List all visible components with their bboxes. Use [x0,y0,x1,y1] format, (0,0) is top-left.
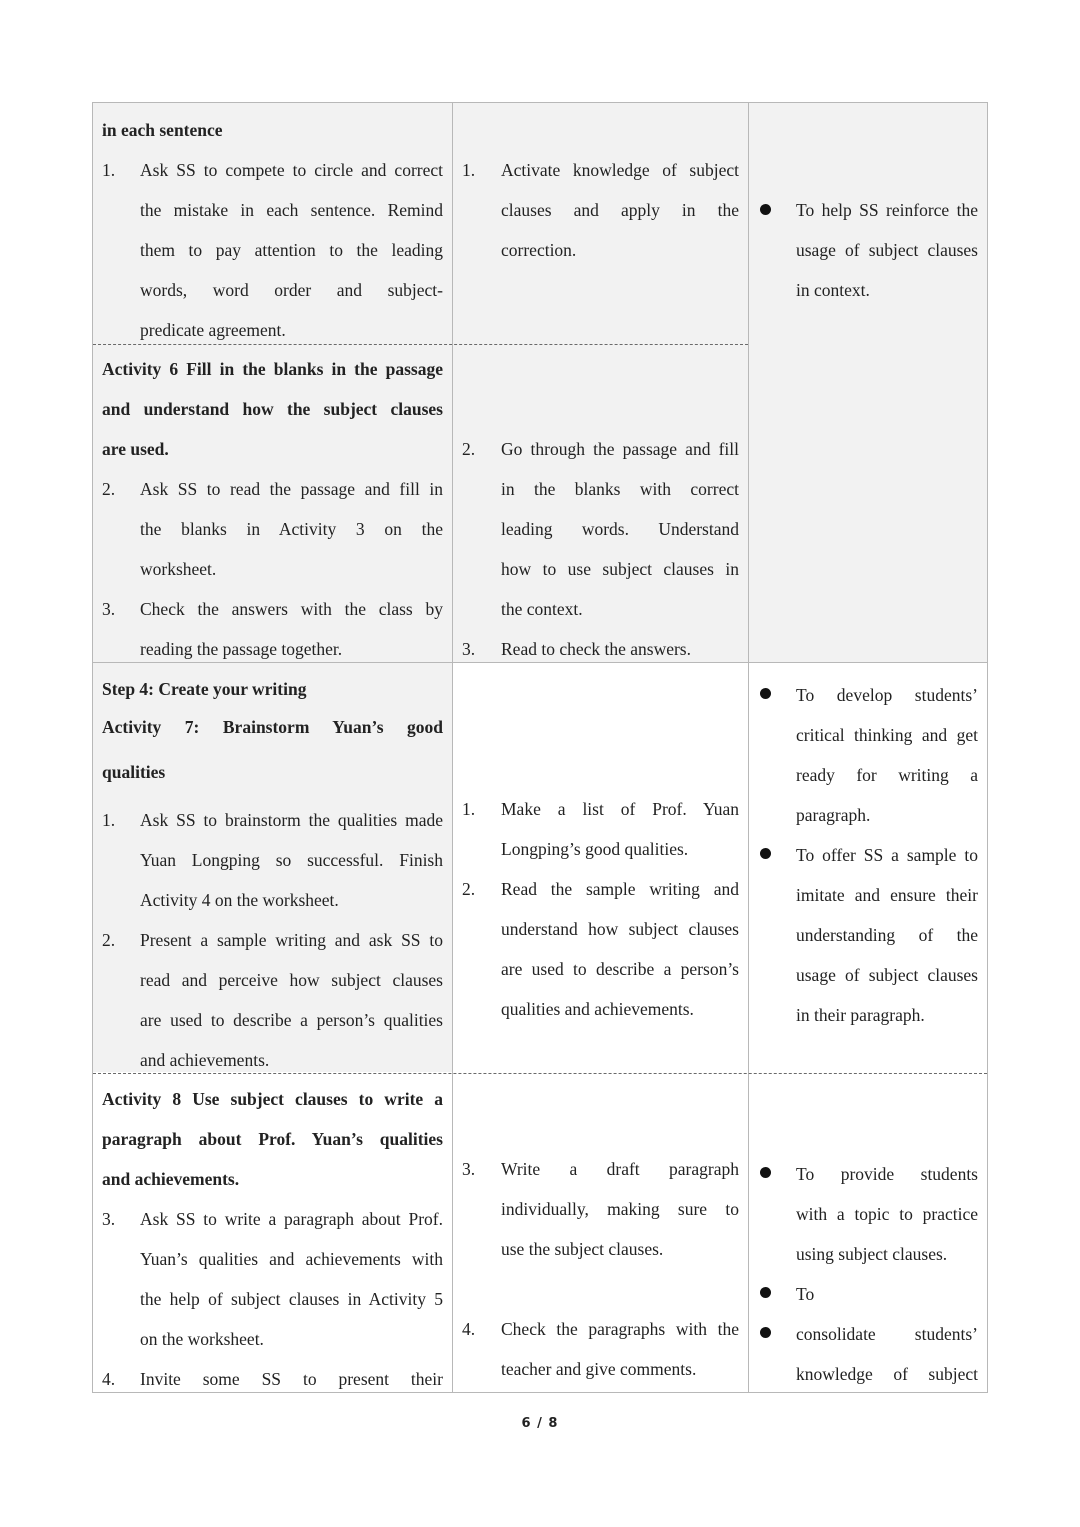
text-line: how to use subject clauses in [501,559,739,579]
text-line: in context. [796,280,870,300]
text-line: in the blanks with correct [501,479,739,499]
activity-heading: and achievements. [102,1169,240,1189]
procedure-heading: in each sentence [102,120,223,140]
text-line: Make a list of Prof. Yuan [501,799,739,819]
text-line: Write a draft paragraph [501,1159,739,1179]
text-line: To [796,1284,815,1304]
activity-heading: Activity 6 Fill in the blanks in the passage [102,359,443,379]
text-line: Activate knowledge of subject [501,160,739,180]
text-line: qualities and achievements. [501,999,694,1019]
text-line: individually, making sure to [501,1199,739,1219]
text-line: predicate agreement. [140,320,286,340]
text-line: the help of subject clauses in Activity 5 [140,1289,443,1309]
text-line: leading words. Understand [501,519,739,539]
text-line: reading the passage together. [140,639,343,659]
text-line: ready for writing a [796,765,978,785]
list-number: 1. [462,799,476,819]
text-line: words, word order and subject- [140,280,443,300]
text-line: Read the sample writing and [501,879,739,899]
text-line: Present a sample writing and ask SS to [140,930,443,950]
bullet-icon [760,1167,771,1178]
text-line: are used to describe a person’s [501,959,739,979]
list-number: 3. [102,1209,116,1229]
text-line: Yuan Longping so successful. Finish [140,850,443,870]
text-line: paragraph. [796,805,871,825]
text-line: Check the answers with the class by [140,599,443,619]
text-line: them to pay attention to the leading [140,240,443,260]
activity-heading: are used. [102,439,169,459]
list-number: 3. [462,639,476,659]
text-line: Activity 4 on the worksheet. [140,890,339,910]
text-line: are used to describe a person’s qualities [140,1010,443,1030]
text-line: consolidate students’ [796,1324,978,1344]
text-line: Ask SS to brainstorm the qualities made [140,810,443,830]
text-line: using subject clauses. [796,1244,948,1264]
text-line: teacher and give comments. [501,1359,697,1379]
list-number: 1. [462,160,476,180]
text-line: critical thinking and get [796,725,978,745]
step-heading: Step 4: Create your writing [102,679,307,699]
text-line: usage of subject clauses [796,240,978,260]
bullet-icon [760,1327,771,1338]
list-number: 2. [102,930,116,950]
page-number: 6 / 8 [521,1416,559,1431]
text-line: the context. [501,599,583,619]
text-line: with a topic to practice [796,1204,978,1224]
list-number: 1. [102,810,116,830]
column-divider-1 [452,102,453,1393]
text-line: use the subject clauses. [501,1239,664,1259]
list-number: 4. [102,1369,116,1389]
text-line: understand how subject clauses [501,919,739,939]
text-line: To offer SS a sample to [796,845,978,865]
text-line: read and perceive how subject clauses [140,970,443,990]
text-line: Read to check the answers. [501,639,691,659]
list-number: 3. [462,1159,476,1179]
text-line: To help SS reinforce the [796,200,978,220]
text-line: Longping’s good qualities. [501,839,689,859]
bullet-icon [760,688,771,699]
text-line: Ask SS to read the passage and fill in [140,479,443,499]
text-line: Invite some SS to present their [140,1369,443,1389]
text-line: Ask SS to compete to circle and correct [140,160,443,180]
text-line: understanding of the [796,925,978,945]
text-line: the mistake in each sentence. Remind [140,200,443,220]
text-line: on the worksheet. [140,1329,264,1349]
bullet-icon [760,1287,771,1298]
text-line: worksheet. [140,559,217,579]
activity-heading: qualities [102,762,166,782]
list-number: 3. [102,599,116,619]
list-number: 2. [102,479,116,499]
bullet-icon [760,204,771,215]
activity-heading: Activity 8 Use subject clauses to write a [102,1089,443,1109]
column-divider-2 [748,102,749,1393]
activity-heading: and understand how the subject clauses [102,399,443,419]
text-line: To develop students’ [796,685,978,705]
list-number: 4. [462,1319,476,1339]
text-line: Yuan’s qualities and achievements with [140,1249,443,1269]
list-number: 1. [102,160,116,180]
activity-heading: Activity 7: Brainstorm Yuan’s good [102,717,443,737]
text-line: Ask SS to write a paragraph about Prof. [140,1209,443,1229]
text-line: knowledge of subject [796,1364,978,1384]
text-line: To provide students [796,1164,978,1184]
text-line: correction. [501,240,577,260]
activity-heading: paragraph about Prof. Yuan’s qualities [102,1129,443,1149]
text-line: Go through the passage and fill [501,439,739,459]
list-number: 2. [462,439,476,459]
list-number: 2. [462,879,476,899]
bullet-icon [760,848,771,859]
text-line: in their paragraph. [796,1005,925,1025]
text-line: clauses and apply in the [501,200,739,220]
text-line: usage of subject clauses [796,965,978,985]
text-line: Check the paragraphs with the [501,1319,739,1339]
text-line: imitate and ensure their [796,885,978,905]
text-line: and achievements. [140,1050,270,1070]
text-line: the blanks in Activity 3 on the [140,519,443,539]
